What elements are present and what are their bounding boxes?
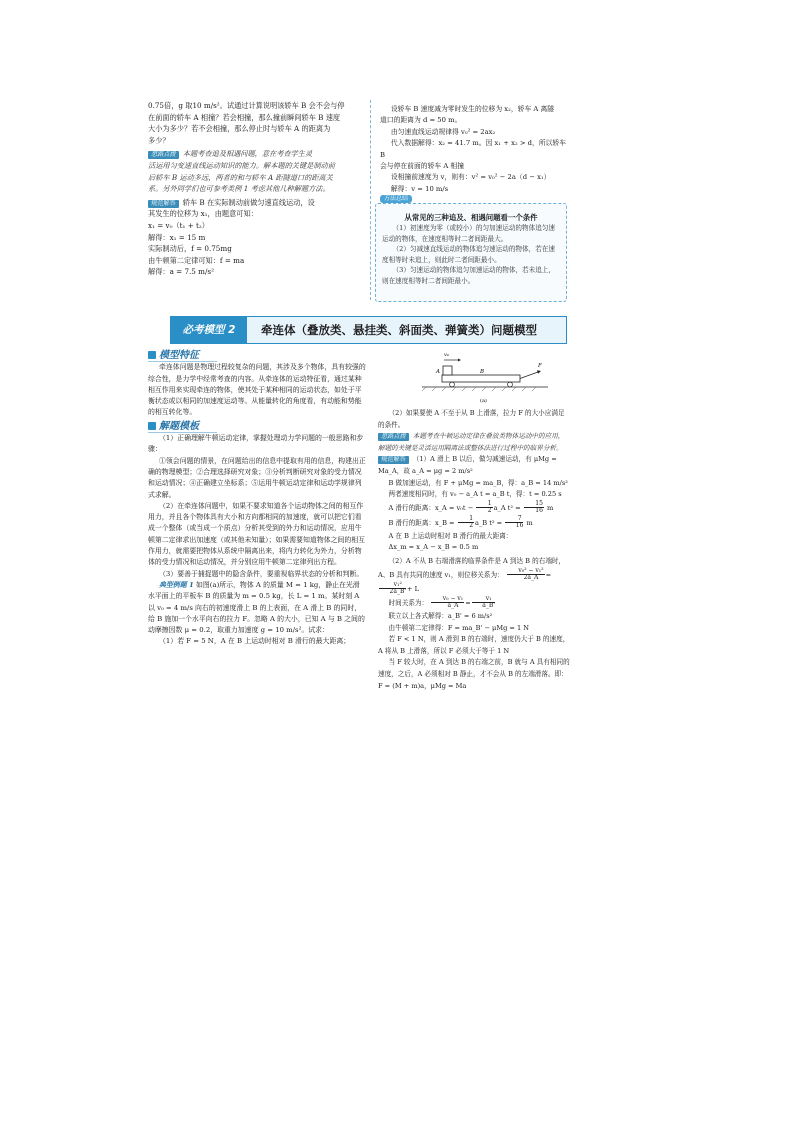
solution-line: 由牛顿第二定律可知：f = ma xyxy=(148,255,245,265)
figure-caption: (a) xyxy=(480,398,487,404)
solution-line: A 在 B 上运动时相对 B 滑行的最大距离： xyxy=(388,531,513,540)
solution-line xyxy=(378,501,570,516)
wheel-left xyxy=(450,382,455,387)
problem-line: 多少？ xyxy=(148,135,170,145)
model-features-heading: 模型特征 xyxy=(148,350,217,362)
analysis-note xyxy=(148,148,363,160)
solution-line: 时间关系为： $\frac{\text{v₀ − v₁}}{a\_A}$ = $\frac{\text{v₁}}{a\_B'}$ xyxy=(388,594,495,610)
label-a: A xyxy=(436,369,440,375)
solution-line: 两者速度相同时，有 v₀ − a_A t = a_B t，得：t = 0.25 s xyxy=(388,490,562,499)
solution-text: + L xyxy=(407,584,419,593)
label-v0: v₀ xyxy=(444,352,449,358)
note-line: 本题考查追及相遇问题，意在考查学生灵 xyxy=(182,149,313,159)
force-arrowhead xyxy=(537,370,541,374)
solution-line xyxy=(148,197,363,209)
banner-title: 牵连体（叠放类、悬挂类、斜面类、弹簧类）问题模型 xyxy=(261,323,537,337)
banner-label: 必考模型 2 xyxy=(171,317,247,343)
solution-line: 会与停在前面的轿车 A 相撞 xyxy=(380,162,464,171)
solution-line: 解得：v = 10 m/s xyxy=(390,184,449,193)
summary-tag: 方法总结 xyxy=(380,195,412,203)
template-step: ①领会问题的情景，在问题给出的信息中提取有用的信息，构建出正确的物理模型；②合理选择研究对象；③分析判断研究对象的受力情况和运动情况；④正确建立坐标系；⑤运用牛顿运动定律和运动学规律列式求解。 xyxy=(148,456,366,499)
ground-hatch xyxy=(422,387,536,391)
note-text: 本题考查牛顿运动定律在叠放类物体运动中的应用，解题的关键是灵活运用隔离法或整体法进行过程中的临界分析。 xyxy=(378,432,565,452)
solution-line: 由牛顿第二定律得：F = ma_B' − μMg = 1 N xyxy=(388,623,530,632)
force-arrow xyxy=(520,372,538,379)
solution-line xyxy=(378,454,570,477)
lower-left-column xyxy=(148,350,366,648)
figure-a xyxy=(420,346,550,404)
solution-line: 解得：x₁ = 15 m xyxy=(148,232,206,242)
label-b: B xyxy=(480,369,485,375)
solution-text: B 滑行的距离：x_B = xyxy=(388,518,455,527)
section-banner xyxy=(170,316,567,344)
method-summary-box xyxy=(375,203,567,302)
analysis-tag: 思路点拨 xyxy=(148,151,179,159)
solution-line: 其发生的位移为 x₁，由题意可知： xyxy=(148,209,258,219)
unit: m xyxy=(526,518,533,527)
solution-text: a_A t² = xyxy=(493,503,521,512)
solution-line: 代入数据解得：x₂ = 41.7 m。因 x₁ + x₂ > d，所以轿车 B xyxy=(380,139,567,159)
velocity-arrowhead xyxy=(458,359,461,362)
block-a xyxy=(443,366,452,375)
solution-text: a_B t² = xyxy=(475,518,503,527)
solution-line: 设轿车 B 速度减为零时发生的位移为 x₂，轿车 A 离隧 xyxy=(390,105,555,113)
top-left-column xyxy=(148,100,363,278)
solution-text: （2）A 不从 B 右端滑落的临界条件是 A 到达 B 的右端时，A、B 具有共同的速度 v₁，则位移关系为： xyxy=(378,556,566,579)
note-line: 系。另外同学们也可参考类例 1 考虑其他几种解题方法。 xyxy=(148,184,330,194)
wheel-right xyxy=(508,382,513,387)
solution-line: 道口的距离为 d = 50 m。 xyxy=(380,116,462,125)
fraction-time-b: $\frac{\text{v₁}}{a\_B'}$ xyxy=(472,596,495,610)
template-step: （2）在牵连体问题中，如果不要求知道各个运动物体之间的相互作用力，并且各个物体具有大小和方向都相同的加速度，就可以把它们看成一个整体（或当成一个质点）分析其受到的外力和运动情况，应用牛顿第二定律求出加速度（或其他未知量）；如果需要知道物体之间的相互作用力，就需要把物体从系统中隔离出来，将内力转化为外力，分析物体的受力情况和运动情况，并分别应用牛顿第二定律列出方程。 xyxy=(148,501,366,567)
fraction-vA: $\frac{\text{v₀² − v₁²}}{2a\_A}$ xyxy=(507,568,545,582)
problem-line: 0.75倍，g 取10 m/s²。试通过计算说明该轿车 B 会不会与停 xyxy=(148,101,345,110)
label-f: F xyxy=(538,363,542,369)
fraction-half: $\frac{1}{2}$ xyxy=(476,501,492,515)
solution-tag: 规范解答 xyxy=(148,200,179,208)
fraction-half: $\frac{1}{2}$ xyxy=(458,516,474,530)
top-right-column xyxy=(380,104,568,195)
fraction-result: $\frac{15}{16}$ xyxy=(524,501,544,515)
solution-line: （2）A 不从 B 右端滑落的临界条件是 A 到达 B 的右端时，A、B 具有共同的速度 v₁，则位移关系为： $\frac{\text{v₀² − v₁²}}{2a\_A}$ = $\frac{\text{v₁²}}{2a\_B'}$ + L xyxy=(378,556,566,596)
column-divider xyxy=(370,100,371,300)
question-1: （1）若 F = 5 N，A 在 B 上运动时相对 B 滑行的最大距离； xyxy=(159,637,351,646)
template-step: （3）要善于捕捉题中的隐含条件，要重视临界状态的分析和判断。 xyxy=(159,569,364,578)
solution-line: 若 F < 1 N，则 A 滑到 B 的右端时，速度仍大于 B 的速度，A 将从 B 上滑落，所以 F 必须大于等于 1 N xyxy=(378,635,570,655)
template-step: （1）正确理解牛顿运动定律，掌握处理动力学问题的一般思路和步骤： xyxy=(148,434,364,454)
solution-line: 联立以上各式解得：a_B' = 6 m/s² xyxy=(388,611,493,620)
solution-line: x₁ = v₀（t₁ + t₂） xyxy=(148,220,209,230)
unit: m xyxy=(547,503,554,512)
solution-text: A 滑行的距离：x_A = v₀t − xyxy=(388,503,474,512)
lower-right-column xyxy=(378,408,570,692)
example-text: 如图(a)所示，物体 A 的质量 M = 1 kg，静止在光滑水平面上的平板车 B 的质量为 m = 0.5 kg，长 L = 1 m。某时刻 A 以 v₀ = 4 m/s 向右的初速度滑上 B 的上表面，在 A 滑上 B 的同时，给 B 施加一个水平向右的拉力 F。忽略 A 的大小，已知 A 与 B 之间的动摩擦因数 μ = 0.2，取重力加速度 g = 10 m/s²。试求： xyxy=(148,580,365,635)
solution-line xyxy=(378,516,570,531)
fraction-result: $\frac{7}{16}$ xyxy=(505,516,523,530)
summary-item: （2）匀减速直线运动的物体追匀速运动的物体，若在速度相等时未追上，则此时二者间距最小。 xyxy=(382,245,555,264)
model-features-text: 牵连体问题是物理过程较复杂的问题，其涉及多个物体，具有较强的综合性，是力学中经常考查的内容。从牵连体的运动特征看，通过某种相互作用来实现牵连的物体，使其处于某种相同的运动状态，如处于平衡状态或以相同的加速度运动等。从能量转化的角度看，有动能和势能的相互转化等。 xyxy=(148,363,366,417)
solution-line: 当 F 较大时，在 A 到达 B 的右端之前，B 就与 A 具有相同的速度，之后，A 必须相对 B 静止，才不会从 B 的左端滑落。即：F = (M + m)a，μMg = Ma xyxy=(378,658,570,690)
solution-line: Δx_m = x_A − x_B = 0.5 m xyxy=(388,543,479,552)
note-line: 后轿车 B 运动多远，两者的和与轿车 A 距隧道口的距离关 xyxy=(148,172,333,182)
solution-text: 轿车 B 在实际制动前做匀速直线运动，设 xyxy=(182,197,315,207)
analysis-tag: 思路点拨 xyxy=(378,433,409,441)
solution-line: 解得：a = 7.5 m/s² xyxy=(148,267,214,277)
solution-line: 由匀速直线运动规律得 v₀² = 2ax₂ xyxy=(390,127,496,136)
solution-line: 设相撞前速度为 v，则有：v² = v₀² − 2a（d − x₁） xyxy=(390,173,551,182)
problem-line: 在前面的轿车 A 相撞？若会相撞，那么撞前瞬间轿车 B 速度 xyxy=(148,112,341,122)
solution-text: （1）A 滑上 B 以后，做匀减速运动，有 μMg = Ma_A，故 a_A = μg = 2 m/s² xyxy=(378,455,557,475)
summary-item: （1）初速度为零（或较小）的匀加速运动的物体追匀速运动的物体，在速度相等时二者间距最大。 xyxy=(382,224,555,243)
example-problem xyxy=(148,580,366,636)
solution-template-heading: 解题模板 xyxy=(148,421,217,433)
fraction-vB: $\frac{\text{v₁²}}{2a\_B'}$ xyxy=(379,582,406,596)
note-line: 活运用匀变速直线运动知识的能力。解本题的关键是制动前 xyxy=(148,160,335,170)
solution-tag: 规范解答 xyxy=(378,456,409,464)
solution-text: 时间关系为： xyxy=(388,598,429,607)
plank-b xyxy=(442,375,520,382)
summary-title: 从常见的三种追及、相遇问题看一个条件 xyxy=(404,213,538,222)
fraction-time-a: $\frac{\text{v₀ − v₁}}{a\_A}$ xyxy=(431,596,464,610)
summary-item: （3）匀速运动的物体追匀加速运动的物体，若未追上，则在速度相等时二者间距最小。 xyxy=(382,266,555,285)
analysis-note xyxy=(378,431,570,454)
problem-line: 大小为多少？若不会相撞，那么停止时与轿车 A 的距离为 xyxy=(148,124,331,134)
question-2: （2）如果要使 A 不至于从 B 上滑落，拉力 F 的大小应满足的条件。 xyxy=(378,409,565,429)
solution-line: 实际制动后，f = 0.75mg xyxy=(148,244,232,254)
example-label: 典型例题 1 xyxy=(159,580,194,589)
solution-line: B 做加速运动，有 F + μMg = ma_B，得：a_B = 14 m/s² xyxy=(388,478,568,487)
